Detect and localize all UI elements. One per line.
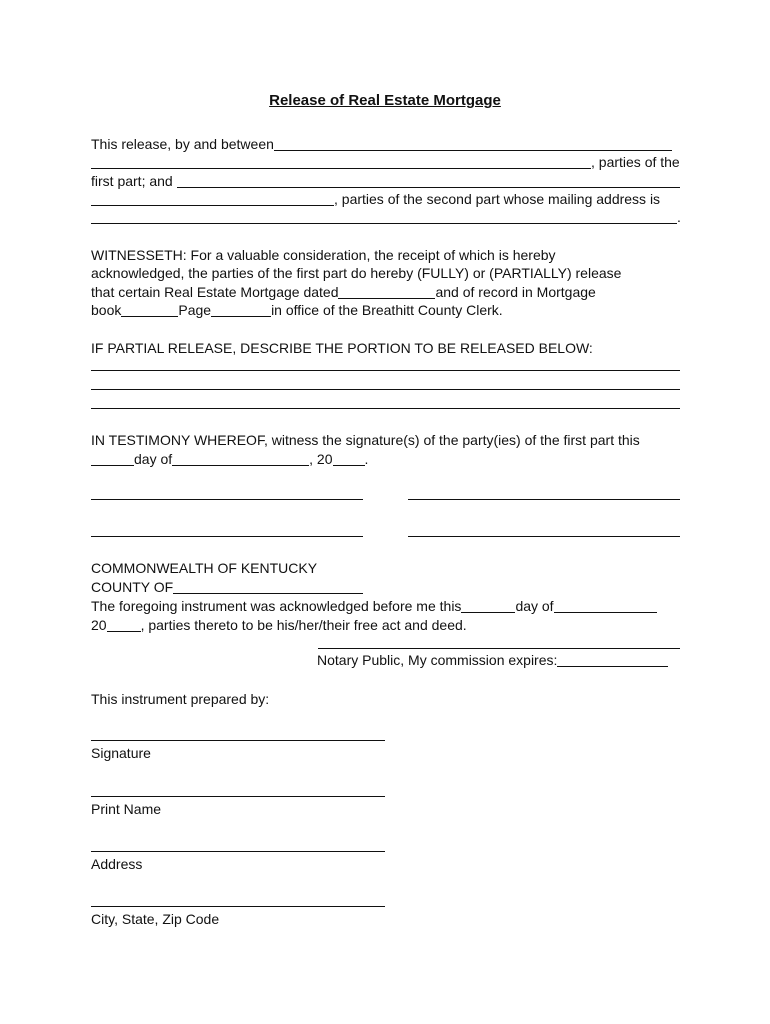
first-party-signature-line-1[interactable] [91, 499, 363, 500]
release-parties-line-1 [91, 136, 672, 153]
document-title: Release of Real Estate Mortgage [269, 92, 501, 109]
witnesseth-line-2: acknowledged, the parties of the first part do hereby (FULLY) or (PARTIALLY) release [91, 265, 622, 281]
second-party-blank-1[interactable] [177, 173, 680, 188]
second-party-blank-2[interactable] [91, 191, 334, 206]
commonwealth-heading: COMMONWEALTH OF KENTUCKY [91, 560, 318, 576]
second-party-suffix: , parties of the second part whose mailing address is [334, 191, 661, 207]
first-party-blank-1[interactable] [274, 136, 672, 151]
witnesseth-line-3 [91, 284, 596, 301]
county-line [91, 579, 363, 596]
notary-commission-line [317, 652, 668, 669]
city-state-zip-label: City, State, Zip Code [91, 911, 220, 927]
release-parties-line-4 [91, 191, 660, 208]
notary-commission-label: Notary Public, My commission expires: [317, 652, 558, 668]
testimony-day-blank[interactable] [91, 451, 134, 466]
signature-label: Signature [91, 745, 151, 761]
release-parties-line-5 [91, 209, 681, 226]
acknowledged-text: The foregoing instrument was acknowledged before me this [91, 598, 462, 614]
page-blank[interactable] [211, 302, 271, 317]
witnesseth-line-1: WITNESSETH: For a valuable consideration, the receipt of which is hereby [91, 247, 556, 263]
witnesseth-line-4 [91, 302, 503, 319]
mortgage-date-blank[interactable] [338, 284, 435, 299]
notary-day-of-text: day of [515, 598, 554, 614]
year-prefix-text: , 20 [309, 451, 333, 467]
preparer-city-state-zip-line[interactable] [91, 906, 385, 907]
county-of-label: COUNTY OF [91, 579, 174, 595]
notary-year-blank[interactable] [107, 617, 141, 632]
first-party-signature-line-3[interactable] [91, 536, 363, 537]
testimony-month-blank[interactable] [172, 451, 309, 466]
address-label: Address [91, 856, 143, 872]
book-label: book [91, 302, 122, 318]
acknowledgment-line-2 [91, 617, 467, 634]
testimony-year-blank[interactable] [333, 451, 365, 466]
mailing-address-suffix: . [677, 209, 681, 225]
partial-description-line-3[interactable] [91, 408, 680, 409]
release-parties-line-2 [91, 154, 680, 171]
release-parties-line-3 [91, 173, 680, 190]
county-clerk-text: in office of the Breathitt County Clerk. [271, 302, 503, 318]
notary-day-blank[interactable] [461, 598, 515, 613]
preparer-signature-line[interactable] [91, 740, 385, 741]
prepared-by-heading: This instrument prepared by: [91, 691, 270, 707]
release-intro-text: This release, by and between [91, 136, 274, 152]
testimony-line-2 [91, 451, 368, 468]
partial-description-line-2[interactable] [91, 389, 680, 390]
day-of-text: day of [134, 451, 173, 467]
notary-signature-line[interactable] [318, 648, 680, 649]
notary-year-prefix: 20 [91, 617, 107, 633]
first-party-blank-2[interactable] [91, 154, 591, 169]
notary-month-blank[interactable] [554, 598, 657, 613]
acknowledgment-line-1 [91, 598, 657, 615]
county-blank[interactable] [173, 579, 363, 594]
partial-description-line-1[interactable] [91, 370, 680, 371]
mortgage-dated-text: that certain Real Estate Mortgage dated [91, 284, 339, 300]
first-party-signature-line-4[interactable] [408, 536, 680, 537]
commission-expires-blank[interactable] [557, 652, 668, 667]
free-act-text: , parties thereto to be his/her/their free act and deed. [140, 617, 467, 633]
record-in-mortgage-text: and of record in Mortgage [435, 284, 596, 300]
first-party-suffix: , parties of the [591, 154, 680, 170]
preparer-name-line[interactable] [91, 796, 385, 797]
mailing-address-blank[interactable] [91, 209, 677, 224]
first-party-signature-line-2[interactable] [408, 499, 680, 500]
print-name-label: Print Name [91, 801, 162, 817]
testimony-line-1: IN TESTIMONY WHEREOF, witness the signature(s) of the party(ies) of the first part this [91, 432, 640, 448]
testimony-period: . [364, 451, 369, 467]
first-part-and-text: first part; and [91, 173, 173, 189]
preparer-address-line[interactable] [91, 851, 385, 852]
partial-release-heading: IF PARTIAL RELEASE, DESCRIBE THE PORTION TO BE RELEASED BELOW: [91, 340, 593, 356]
page-label: Page [178, 302, 212, 318]
book-blank[interactable] [121, 302, 178, 317]
